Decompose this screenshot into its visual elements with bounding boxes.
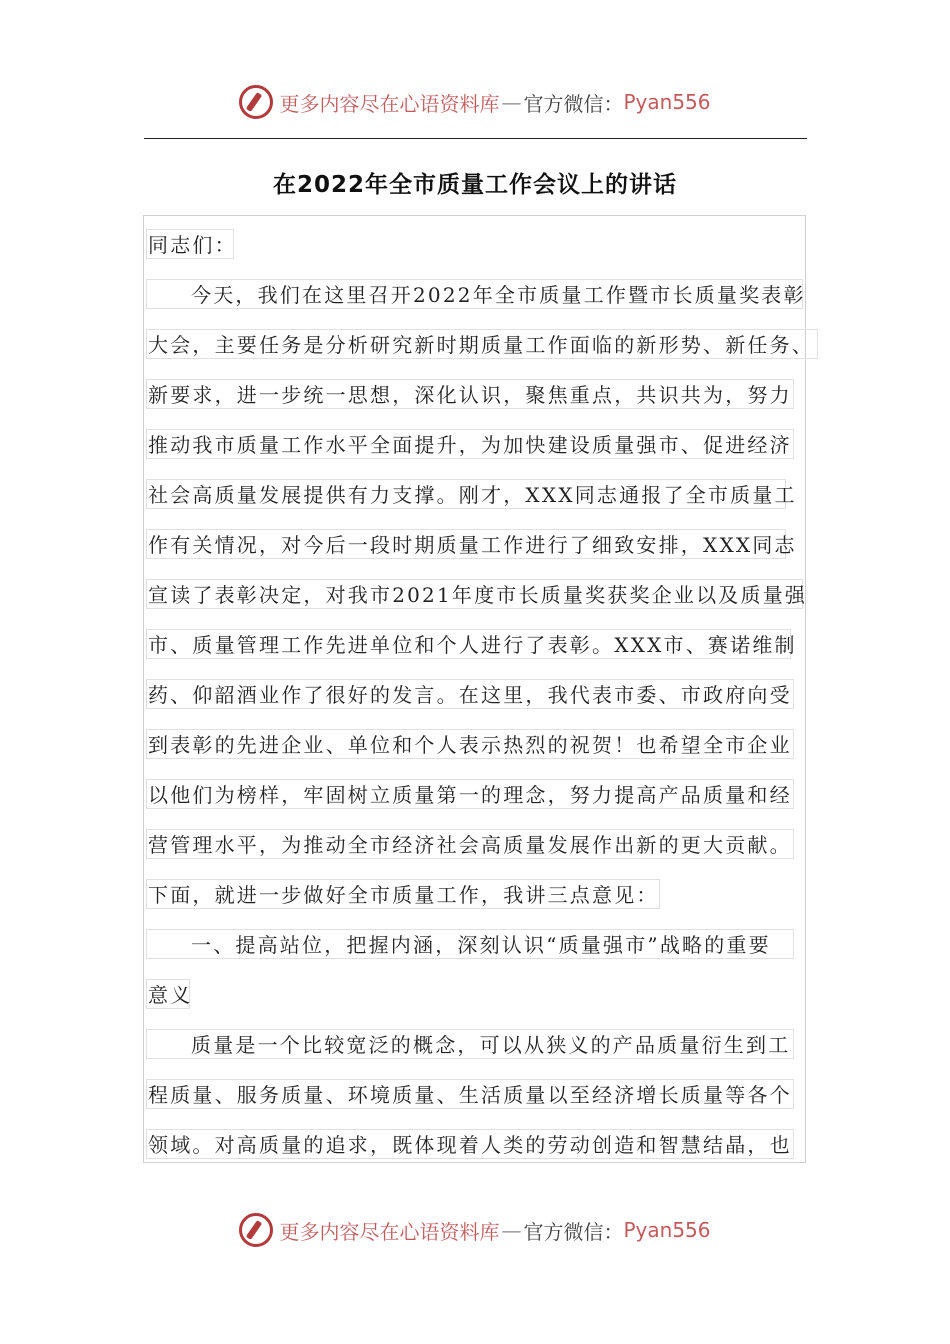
text-line: 宣读了表彰决定，对我市2021年度市长质量奖获奖企业以及质量强 bbox=[146, 579, 803, 609]
banner-wechat-id: Pyan556 bbox=[623, 1218, 711, 1242]
text-line: 以他们为榜样，牢固树立质量第一的理念，努力提高产品质量和经 bbox=[146, 779, 794, 809]
text-line: 营管理水平，为推动全市经济社会高质量发展作出新的更大贡献。 bbox=[146, 829, 794, 859]
section-heading: 一、提高站位，把握内涵，深刻认识“质量强市”战略的重要 bbox=[146, 929, 794, 959]
document-title: 在2022年全市质量工作会议上的讲话 bbox=[272, 172, 677, 198]
text-line: 程质量、服务质量、环境质量、生活质量以至经济增长质量等各个 bbox=[146, 1079, 794, 1109]
banner-label: 官方微信： bbox=[523, 1219, 624, 1244]
header-watermark-banner bbox=[0, 82, 950, 122]
banner-wechat-id: Pyan556 bbox=[623, 90, 711, 114]
text-line: 社会高质量发展提供有力支撑。刚才，XXX同志通报了全市质量工 bbox=[146, 479, 786, 509]
banner-separator: — bbox=[501, 90, 522, 114]
text-line: 同志们： bbox=[146, 229, 234, 259]
text-line: 质量是一个比较宽泛的概念，可以从狭义的产品质量衍生到工 bbox=[146, 1029, 794, 1059]
text-line: 市、质量管理工作先进单位和个人进行了表彰。XXX市、赛诺维制 bbox=[146, 629, 791, 659]
section-heading: 意义 bbox=[146, 979, 190, 1009]
text-line: 今天，我们在这里召开2022年全市质量工作暨市长质量奖表彰 bbox=[146, 279, 803, 309]
footer-watermark-banner bbox=[0, 1210, 950, 1250]
text-line: 新要求，进一步统一思想，深化认识，聚焦重点，共识共为，努力 bbox=[146, 379, 794, 409]
banner-separator: — bbox=[501, 1218, 522, 1242]
text-line: 大会，主要任务是分析研究新时期质量工作面临的新形势、新任务、 bbox=[146, 329, 818, 359]
text-line: 领域。对高质量的追求，既体现着人类的劳动创造和智慧结晶，也 bbox=[146, 1129, 794, 1159]
banner-text: 更多内容尽在心语资料库 bbox=[279, 1219, 500, 1244]
header-divider bbox=[144, 138, 807, 139]
text-line: 推动我市质量工作水平全面提升，为加快建设质量强市、促进经济 bbox=[146, 429, 794, 459]
banner-text: 更多内容尽在心语资料库 bbox=[279, 91, 500, 116]
text-line: 下面，就进一步做好全市质量工作，我讲三点意见： bbox=[146, 879, 660, 909]
pen-nib-logo-icon bbox=[239, 1213, 273, 1247]
text-line: 作有关情况，对今后一段时期质量工作进行了细致安排，XXX同志 bbox=[146, 529, 786, 559]
pen-nib-logo-icon bbox=[239, 85, 273, 119]
banner-label: 官方微信： bbox=[523, 91, 624, 116]
text-line: 药、仰韶酒业作了很好的发言。在这里，我代表市委、市政府向受 bbox=[146, 679, 794, 709]
text-line: 到表彰的先进企业、单位和个人表示热烈的祝贺！也希望全市企业 bbox=[146, 729, 794, 759]
